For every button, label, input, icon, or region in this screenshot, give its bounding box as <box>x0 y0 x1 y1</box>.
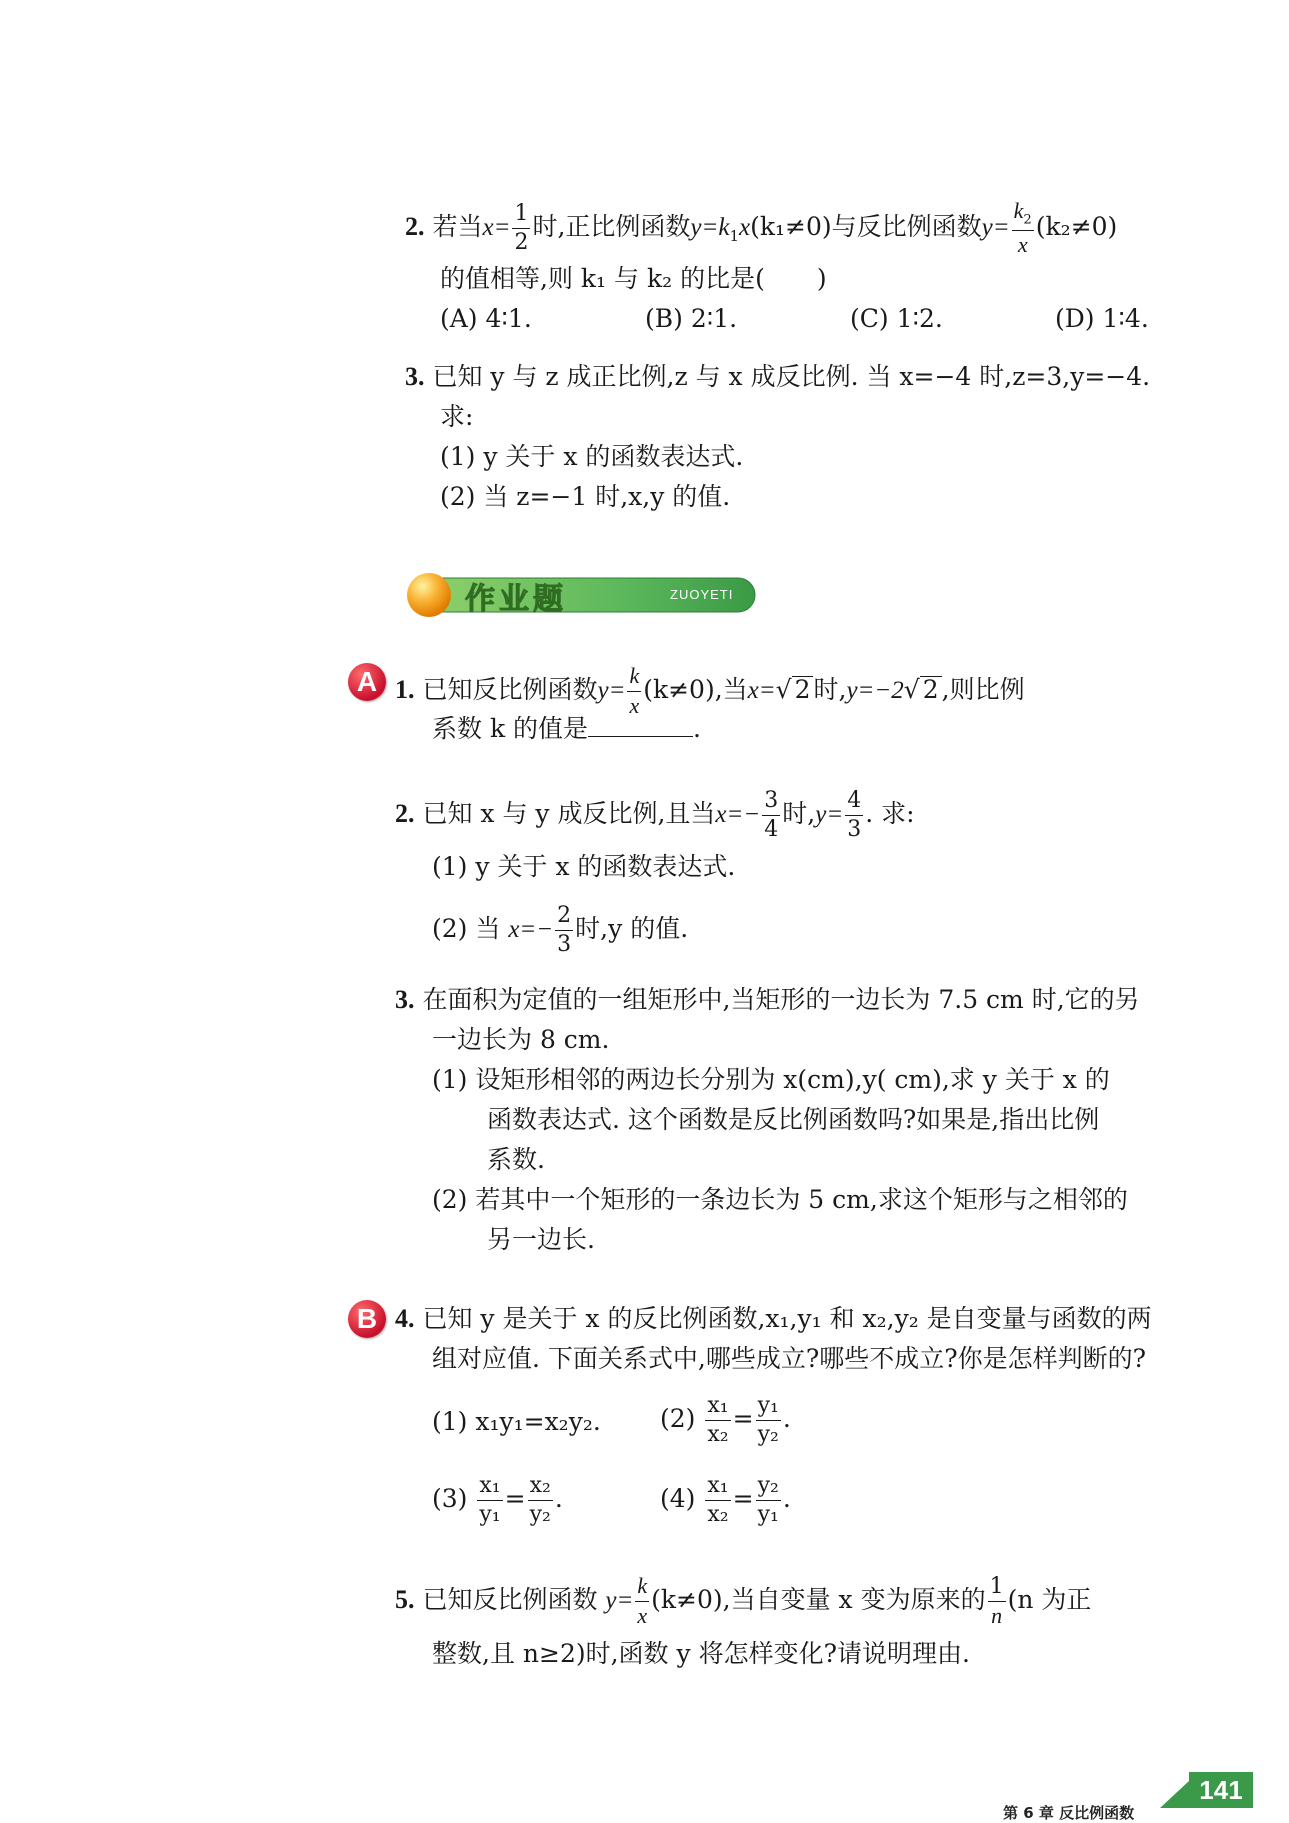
hw-q3-line2 <box>432 1023 609 1057</box>
q2-option-a <box>440 302 532 336</box>
numerator: y₂ <box>756 1475 781 1501</box>
q3-line1 <box>405 360 1150 394</box>
denominator: 2 <box>514 229 529 255</box>
sqrt: 2 <box>792 676 814 703</box>
hw-q4-relation-2 <box>660 1395 791 1446</box>
hw-q4-line2 <box>432 1342 1146 1376</box>
page-corner-triangle <box>1160 1780 1190 1810</box>
question-number: 1. <box>395 675 415 704</box>
text: 时,正比例函数 <box>532 211 691 241</box>
numerator: x₁ <box>705 1395 730 1421</box>
var: y= <box>815 801 844 828</box>
numerator: 1 <box>988 1576 1006 1602</box>
text: 时, <box>782 799 816 828</box>
text: (k≠0),当自变量 x 变为原来的 <box>651 1585 986 1614</box>
var: x=− <box>715 801 761 828</box>
hw-q4-line1 <box>395 1302 1152 1336</box>
text: (2) <box>660 1404 696 1433</box>
fraction <box>477 1475 502 1526</box>
hw-q2-sub1 <box>432 850 735 884</box>
text: 已知 y 与 z 成正比例,z 与 x 成反比例. 当 x=−4 时,z=3,y=−4. <box>432 362 1151 391</box>
numerator <box>1012 200 1034 231</box>
hw-q3-sub1-l1 <box>432 1063 1110 1097</box>
var: y= <box>605 1587 634 1614</box>
q2-option-c <box>850 302 943 336</box>
text: (k₂≠0) <box>1035 211 1118 241</box>
var: x <box>637 1603 648 1628</box>
var: k <box>629 663 640 688</box>
page-number: 141 <box>1189 1772 1253 1808</box>
text: 组对应值. 下面关系式中,哪些成立?哪些不成立?你是怎样判断的? <box>432 1344 1147 1373</box>
numerator: x₂ <box>528 1475 553 1501</box>
numerator: 3 <box>762 790 780 816</box>
text: (2) 当 z=−1 时,x,y 的值. <box>440 482 731 511</box>
var: x <box>629 693 640 718</box>
text: (4) <box>660 1484 696 1513</box>
fraction <box>1012 200 1034 257</box>
text: 若当 <box>432 211 483 241</box>
fraction <box>627 665 641 718</box>
denominator: 3 <box>847 817 862 842</box>
text: 函数表达式. 这个函数是反比例函数吗?如果是,指出比例 <box>487 1105 1100 1134</box>
var: k <box>1013 198 1024 223</box>
text: . 求: <box>865 799 915 828</box>
hw-q1-line2 <box>432 712 701 746</box>
fraction <box>635 1575 649 1628</box>
answer-blank[interactable] <box>588 712 693 737</box>
text: 已知 y 是关于 x 的反比例函数,x₁,y₁ 和 x₂,y₂ 是自变量与函数的两 <box>422 1304 1152 1333</box>
q3-sub2 <box>440 480 730 514</box>
numerator: 1 <box>512 203 530 229</box>
text: . <box>693 714 701 743</box>
fraction <box>845 790 863 841</box>
hw-q1-line1: 1. 已知反比例函数y= $\frac{k}{x}$ (k≠0),当x=√ 2 时,y=−2√ 2 ,则比例 <box>395 663 1025 718</box>
text: 整数,且 n≥2)时,函数 y 将怎样变化?请说明理由. <box>432 1639 970 1668</box>
question-number: 3. <box>395 985 415 1014</box>
fraction <box>988 1573 1006 1628</box>
sub: 2 <box>1023 212 1032 228</box>
numerator: 4 <box>845 790 863 816</box>
q2-option-b <box>645 302 737 336</box>
ball-icon <box>407 573 451 617</box>
var: y=k <box>690 213 730 241</box>
fraction <box>756 1395 781 1446</box>
text: 已知反比例函数 <box>422 675 598 704</box>
fraction <box>555 905 573 956</box>
text: ) <box>816 264 827 293</box>
text: = <box>732 1404 754 1433</box>
sqrt: 2 <box>920 676 942 703</box>
question-number: 3. <box>405 362 425 391</box>
denominator: x₂ <box>707 1422 729 1447</box>
question-number: 4. <box>395 1304 415 1333</box>
hw-q5-line2 <box>432 1637 970 1671</box>
fraction <box>512 200 530 255</box>
var: x <box>1017 231 1028 257</box>
banner-title: 作业题 <box>465 582 567 617</box>
numerator: x₁ <box>705 1475 730 1501</box>
var: x <box>739 213 751 241</box>
option-text: (C) 1∶2. <box>850 304 943 333</box>
fraction <box>705 1475 730 1526</box>
text: 在面积为定值的一组矩形中,当矩形的一边长为 7.5 cm 时,它的另 <box>422 985 1140 1014</box>
text: (k≠0),当 <box>643 675 748 704</box>
text: (2) 当 <box>432 914 501 943</box>
var: y=−2 <box>846 677 904 704</box>
question-number: 2. <box>405 211 425 241</box>
denominator <box>635 1602 649 1628</box>
option-text: (A) 4∶1. <box>440 304 532 333</box>
q3-sub1 <box>440 440 743 474</box>
text: (3) <box>432 1484 468 1513</box>
var: y= <box>597 677 626 704</box>
denominator: y₂ <box>529 1502 551 1527</box>
text: (2) 若其中一个矩形的一条边长为 5 cm,求这个矩形与之相邻的 <box>432 1185 1128 1214</box>
var: x=− <box>508 916 554 943</box>
var: x= <box>482 213 511 241</box>
question-number: 5. <box>395 1585 415 1614</box>
q2-option-d <box>1055 302 1149 336</box>
text: (1) 设矩形相邻的两边长分别为 x(cm),y( cm),求 y 关于 x 的 <box>432 1065 1110 1094</box>
var: k <box>637 1573 648 1598</box>
text: 与反比例函数 <box>831 211 982 241</box>
denominator: 3 <box>557 932 572 957</box>
text: 时,y 的值. <box>575 914 689 943</box>
numerator: y₁ <box>756 1395 781 1421</box>
hw-q3-sub2-l1 <box>432 1183 1128 1217</box>
denominator: y₂ <box>757 1422 779 1447</box>
option-text: (B) 2∶1. <box>645 304 738 333</box>
text: 另一边长. <box>487 1225 595 1254</box>
hw-q4-relation-4 <box>660 1475 791 1526</box>
text: 的值相等,则 k₁ 与 k₂ 的比是( <box>440 264 765 293</box>
var: n <box>991 1602 1003 1628</box>
denominator: y₁ <box>757 1502 779 1527</box>
hw-q4-relation-1 <box>432 1405 601 1439</box>
sub: 1 <box>729 226 739 245</box>
q3-line2 <box>440 400 473 434</box>
q2-line2 <box>440 262 827 296</box>
hw-q5-line1 <box>395 1575 1091 1628</box>
text: 系数 k 的值是 <box>432 714 589 743</box>
numerator <box>627 665 641 692</box>
text: 已知 x 与 y 成反比例,且当 <box>422 799 716 828</box>
var: y= <box>981 213 1010 241</box>
banner-pinyin: ZUOYETI <box>670 587 734 602</box>
hw-q3-sub1-l2 <box>487 1103 1099 1137</box>
level-a-badge: A <box>348 663 386 701</box>
var: x= <box>747 677 776 704</box>
text: (1) y 关于 x 的函数表达式. <box>432 852 736 881</box>
fraction <box>528 1475 553 1526</box>
fraction <box>756 1475 781 1526</box>
level-b-badge: B <box>348 1300 386 1338</box>
text: = <box>732 1484 754 1513</box>
text: (1) x₁y₁=x₂y₂. <box>432 1407 601 1436</box>
denominator: y₁ <box>479 1502 501 1527</box>
denominator: 4 <box>764 817 779 842</box>
text: . <box>782 1404 791 1433</box>
option-text: (D) 1∶4. <box>1055 304 1149 333</box>
question-number: 2. <box>395 799 415 828</box>
hw-q4-relation-3 <box>432 1475 563 1526</box>
text: 求: <box>440 402 474 431</box>
fraction <box>762 790 780 841</box>
section-banner <box>405 572 760 618</box>
numerator: 2 <box>555 905 573 931</box>
hw-q3-sub1-l3 <box>487 1143 545 1177</box>
numerator: x₁ <box>477 1475 502 1501</box>
text: 一边长为 8 cm. <box>432 1025 610 1054</box>
q2-line1 <box>405 200 1117 257</box>
text: (1) y 关于 x 的函数表达式. <box>440 442 744 471</box>
denominator: x₂ <box>707 1502 729 1527</box>
fraction <box>705 1395 730 1446</box>
text: 已知反比例函数 <box>422 1585 598 1614</box>
hw-q3-line1 <box>395 983 1140 1017</box>
denominator <box>988 1602 1006 1628</box>
text: = <box>504 1484 526 1513</box>
hw-q3-sub2-l2 <box>487 1223 595 1257</box>
denominator <box>1012 231 1034 257</box>
text: 时, <box>813 675 847 704</box>
text: ,则比例 <box>941 675 1025 704</box>
hw-q2-line1 <box>395 790 915 841</box>
text: 系数. <box>487 1145 545 1174</box>
text: . <box>554 1484 563 1513</box>
text: (k₁≠0) <box>750 211 832 241</box>
chapter-label: 第 6 章 反比例函数 <box>1003 1804 1135 1822</box>
text: (n 为正 <box>1007 1585 1092 1614</box>
hw-q2-sub2 <box>432 905 688 956</box>
numerator <box>635 1575 649 1602</box>
text: . <box>782 1484 791 1513</box>
